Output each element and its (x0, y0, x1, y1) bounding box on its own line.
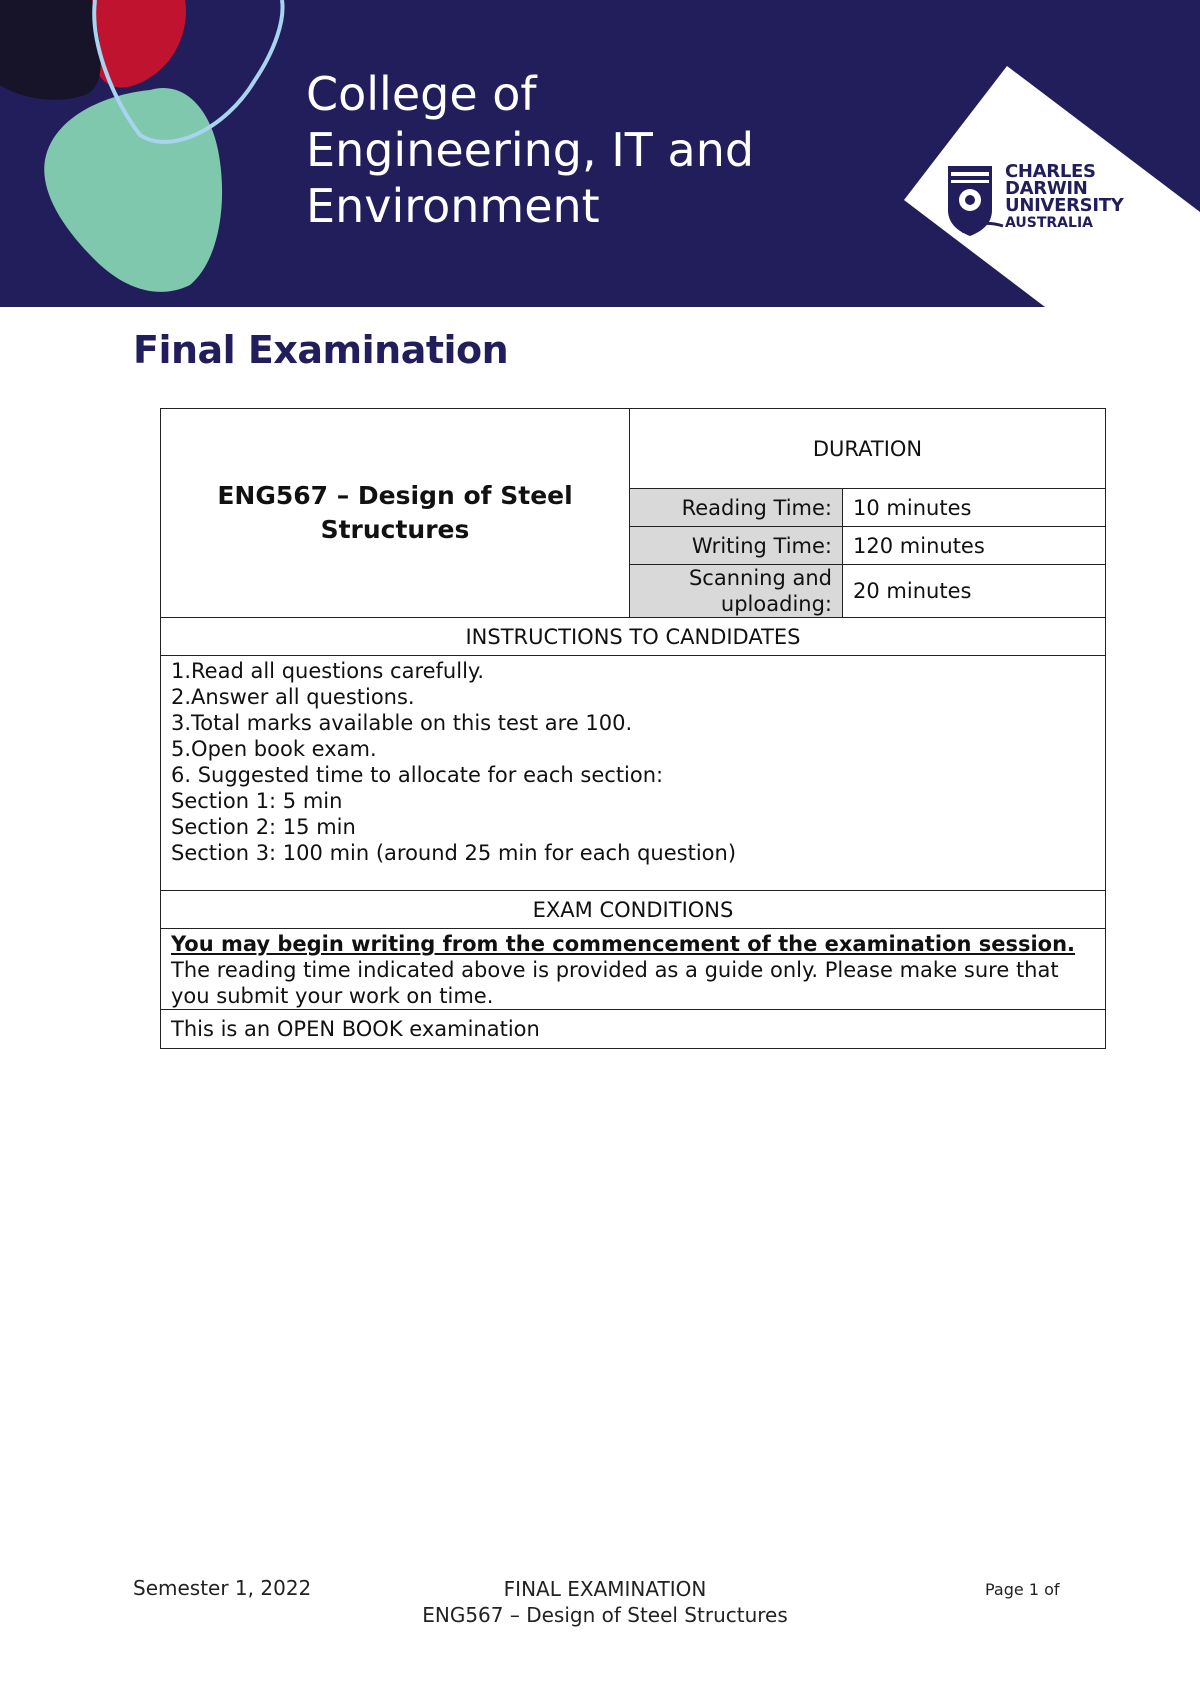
footer-exam-label: FINAL EXAMINATION (503, 1577, 707, 1601)
scanning-time-label (630, 565, 843, 618)
conditions-header: EXAM CONDITIONS (161, 891, 1106, 929)
logo-line-3: UNIVERSITY (1005, 195, 1124, 216)
footer-page-number: Page 1 of (985, 1580, 1060, 1599)
instruction-item: 6. Suggested time to allocate for each section: (171, 763, 664, 787)
instruction-item: 1.Read all questions carefully. (171, 659, 485, 683)
header-banner (0, 0, 1200, 307)
footer-course-label: ENG567 – Design of Steel Structures (422, 1603, 788, 1627)
duration-header: DURATION (630, 409, 1106, 489)
scanning-time-number: 20 (853, 579, 880, 603)
logo-line-2: DARWIN (1005, 178, 1088, 199)
instruction-item: Section 1: 5 min (171, 789, 343, 813)
exam-details-table (160, 408, 1106, 1049)
college-line-3: Environment (306, 179, 600, 233)
reading-time-unit: minutes (886, 495, 972, 520)
reading-time-number: 10 (853, 495, 880, 520)
conditions-emphasis: You may begin writing from the commencement of the examination session. (171, 932, 1076, 956)
instruction-item: Section 2: 15 min (171, 815, 356, 839)
open-book-note: This is an OPEN BOOK examination (161, 1010, 1106, 1049)
instruction-item: 5.Open book exam. (171, 737, 377, 761)
instructions-header: INSTRUCTIONS TO CANDIDATES (161, 618, 1106, 656)
university-logo (1005, 163, 1123, 232)
college-line-1: College of (306, 67, 537, 121)
writing-time-label: Writing Time: (630, 527, 843, 565)
logo-line-1: CHARLES (1005, 161, 1096, 182)
footer-center (300, 1576, 910, 1628)
reading-time-label: Reading Time: (630, 489, 843, 527)
reading-time-value (843, 489, 1106, 527)
instruction-item: 2.Answer all questions. (171, 685, 415, 709)
course-title: ENG567 – Design of Steel Structures (161, 409, 630, 618)
logo-background (0, 0, 1200, 307)
instructions-list (161, 656, 1106, 891)
page-title: Final Examination (133, 328, 509, 372)
instruction-item: Section 3: 100 min (around 25 min for each question) (171, 841, 737, 865)
logo-line-4: AUSTRALIA (1005, 215, 1093, 231)
conditions-body: The reading time indicated above is provided as a guide only. Please make sure that you submit your work on time. (171, 958, 1059, 1008)
instruction-item: 3.Total marks available on this test are 100. (171, 711, 633, 735)
scanning-label-line-1: Scanning and (688, 566, 832, 590)
writing-time-unit: minutes (899, 533, 985, 558)
scanning-time-value (843, 565, 1106, 618)
writing-time-value (843, 527, 1106, 565)
scanning-label-line-2: uploading: (720, 592, 832, 616)
writing-time-number: 120 (853, 533, 894, 558)
footer-semester: Semester 1, 2022 (133, 1576, 312, 1600)
scanning-time-unit: minutes (886, 579, 972, 603)
college-line-2: Engineering, IT and (306, 123, 755, 177)
conditions-text (161, 929, 1106, 1010)
